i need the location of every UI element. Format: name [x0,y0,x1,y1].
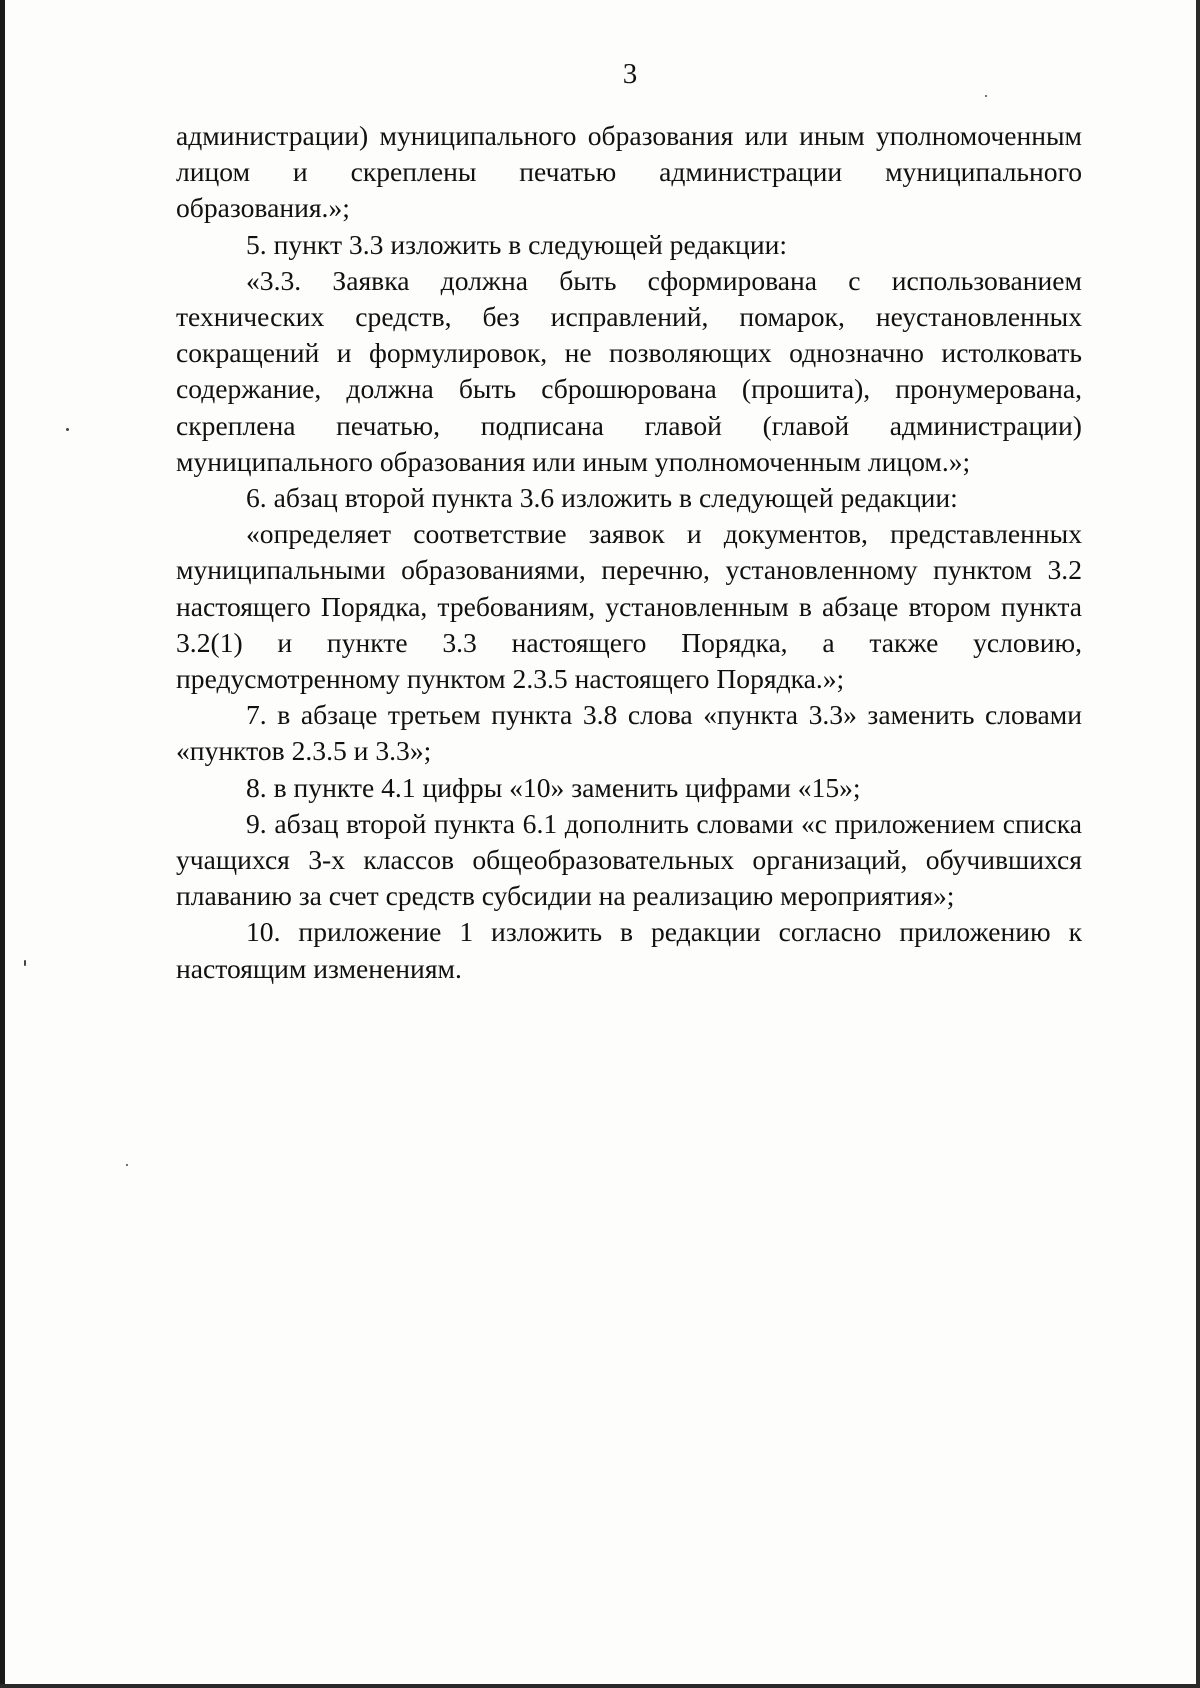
paragraph-item-10: 10. приложение 1 изложить в редакции согласно приложению к настоящим изменениям. [176,916,1082,984]
scan-edge-bottom [0,1684,1200,1688]
scan-speck [24,960,26,966]
scan-speck [126,1164,128,1166]
paragraph-item-5-text: «3.3. Заявка должна быть сформирована с использованием технических средств, без исправлений, помарок, неустановленных сокращений и формулировок, не позволяющих однозначно истолковать содержание, должна быть сброшюрована (прошита), пронумерована, скреплена печатью, подписана главой (главой администрации) муниципального образования или иным уполномоченным лицом.»; [176,264,1082,477]
paragraph-item-7: 7. в абзаце третьем пункта 3.8 слова «пункта 3.3» заменить словами «пунктов 2.3.5 и 3.3»; [176,699,1082,767]
paragraph-item-6-text: «определяет соответствие заявок и документов, представленных муниципальными образованиями, перечню, установленному пунктом 3.2 настоящего Порядка, требованиям, установленным в абзаце втором пункта 3.2(1) и пункте 3.3 настоящего Порядка, а также условию, предусмотренному пунктом 2.3.5 настоящего Порядка.»; [176,518,1082,695]
scan-edge-right [1196,0,1200,1688]
scan-speck [985,95,987,97]
paragraph-item-8: 8. в пункте 4.1 цифры «10» заменить цифрами «15»; [246,771,861,803]
scan-speck [66,428,69,431]
paragraph-item-5: 5. пункт 3.3 изложить в следующей редакции: [246,228,788,260]
document-body [176,118,1082,987]
scan-edge-left [0,0,5,1688]
paragraph-item-6: 6. абзац второй пункта 3.6 изложить в следующей редакции: [246,482,958,514]
paragraph-continuation: администрации) муниципального образования или иным уполномоченным лицом и скреплены печатью администрации муниципального образования.»; [176,120,1082,224]
page-number: 3 [622,58,638,90]
paragraph-item-9: 9. абзац второй пункта 6.1 дополнить словами «с приложением списка учащихся 3-х классов общеобразовательных организаций, обучившихся плаванию за счет средств субсидии на реализацию мероприятия»; [176,807,1082,912]
